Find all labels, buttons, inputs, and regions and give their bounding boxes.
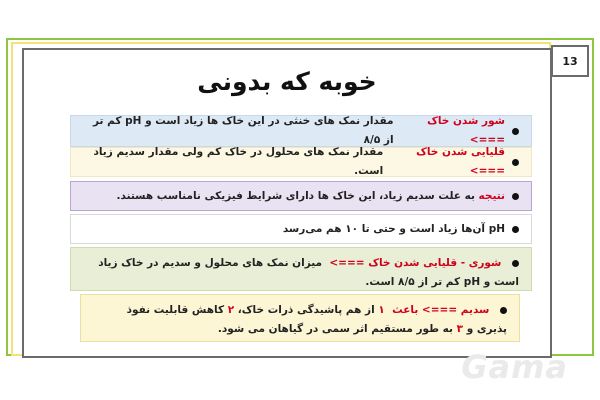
row-text-part: از هم پاشیدگی ذرات خاک، (237, 304, 375, 316)
row-text: مقدار نمک های خنثی در این خاک ها زیاد است و pH کم تر از ۸/۵ (92, 115, 394, 146)
row-key: قلیایی شدن خاک ===> (416, 146, 505, 177)
row-key: نتیجه (478, 189, 505, 202)
bullet-icon (512, 226, 519, 233)
point-number-2: ۲ (227, 304, 235, 316)
row-text: به علت سدیم زیاد، این خاک ها دارای شرایط فیزیکی نامناسب هستند. (116, 189, 475, 202)
point-number-1: ۱ (378, 304, 385, 316)
info-row-sodium (80, 294, 520, 342)
info-row-saline-alkaline (70, 247, 532, 291)
bullet-icon (512, 159, 519, 166)
row-text-part: به طور مستقیم اثر سمی در گیاهان می شود. (217, 323, 453, 335)
bullet-icon (512, 260, 519, 267)
row-text: مقدار نمک های محلول در خاک کم ولی مقدار سدیم زیاد است. (93, 146, 384, 177)
row-text: pH آن‌ها زیاد است و حتی تا ۱۰ هم می‌رسد (282, 222, 505, 235)
info-row-ph (70, 214, 532, 244)
slide-title: خوبه که بدونی (197, 67, 377, 96)
row-key: شوری - قلیایی شدن خاک ===> (329, 257, 502, 269)
page-number: 13 (562, 54, 578, 68)
info-row-alkalinization (70, 147, 532, 177)
info-row-result (70, 181, 532, 211)
row-text-part: کاهش قابلیت نفوذ پذیری و (126, 304, 507, 335)
bullet-icon (500, 307, 507, 314)
row-text: میزان نمک های محلول و سدیم در خاک زیاد است و pH کم تر از ۸/۵ است. (98, 257, 519, 288)
row-key: سدیم ===> باعث (392, 304, 490, 316)
point-number-3: ۳ (456, 323, 464, 335)
bullet-icon (512, 128, 519, 135)
page-number-box (551, 45, 589, 77)
bullet-icon (512, 193, 519, 200)
gama-watermark-logo: Gama (461, 348, 568, 386)
row-key: شور شدن خاک ===> (427, 115, 505, 146)
